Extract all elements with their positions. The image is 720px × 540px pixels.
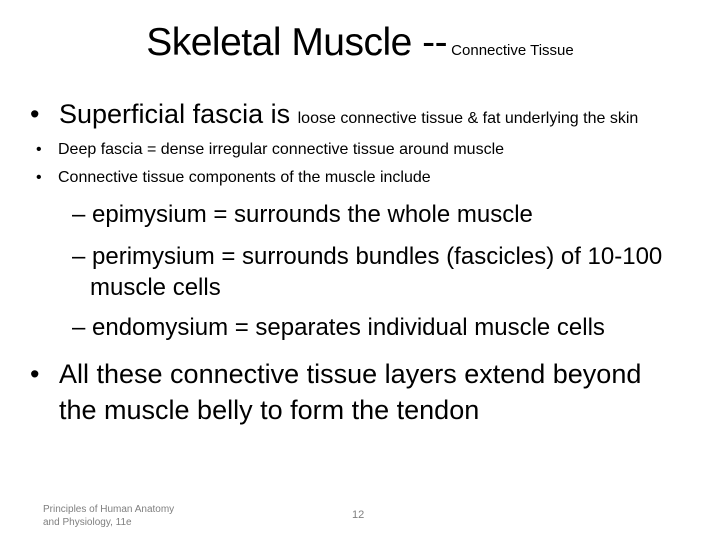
- bullet-dot: •: [36, 141, 42, 158]
- bullet-deep-fascia: [36, 140, 504, 160]
- slide-title: [0, 22, 720, 65]
- slide-title-main: Skeletal Muscle --: [146, 21, 448, 64]
- footer-source-line1: Principles of Human Anatomy: [43, 504, 175, 515]
- bullet-components: [36, 168, 431, 188]
- page-number: 12: [352, 509, 365, 521]
- bullet-superficial-large-text: Superficial fascia is: [59, 99, 291, 129]
- footer-source: [43, 503, 174, 529]
- bullet-superficial-small-text: loose connective tissue & fat underlying the skin: [297, 110, 639, 127]
- sub-item-perimysium-continued: muscle cells: [90, 274, 221, 301]
- bullet-dot: •: [30, 99, 40, 129]
- bullet-layers-line2: the muscle belly to form the tendon: [59, 395, 480, 425]
- bullet-components-text: Connective tissue components of the muscle include: [58, 169, 431, 186]
- sub-item-endomysium: – endomysium = separates individual muscle cells: [72, 314, 605, 341]
- sub-item-epimysium: – epimysium = surrounds the whole muscle: [72, 201, 533, 228]
- bullet-superficial-fascia: [30, 97, 638, 136]
- bullet-layers-line1: All these connective tissue layers extend beyond: [59, 359, 642, 389]
- bullet-connective-layers: [30, 356, 641, 428]
- sub-item-perimysium: – perimysium = surrounds bundles (fascicles) of 10-100: [72, 243, 663, 270]
- bullet-dot: •: [30, 359, 40, 389]
- bullet-dot: •: [36, 169, 42, 186]
- slide-title-subtitle: Connective Tissue: [451, 42, 574, 59]
- footer-source-line2: and Physiology, 11e: [43, 517, 132, 528]
- bullet-deep-fascia-text: Deep fascia = dense irregular connective tissue around muscle: [58, 141, 505, 158]
